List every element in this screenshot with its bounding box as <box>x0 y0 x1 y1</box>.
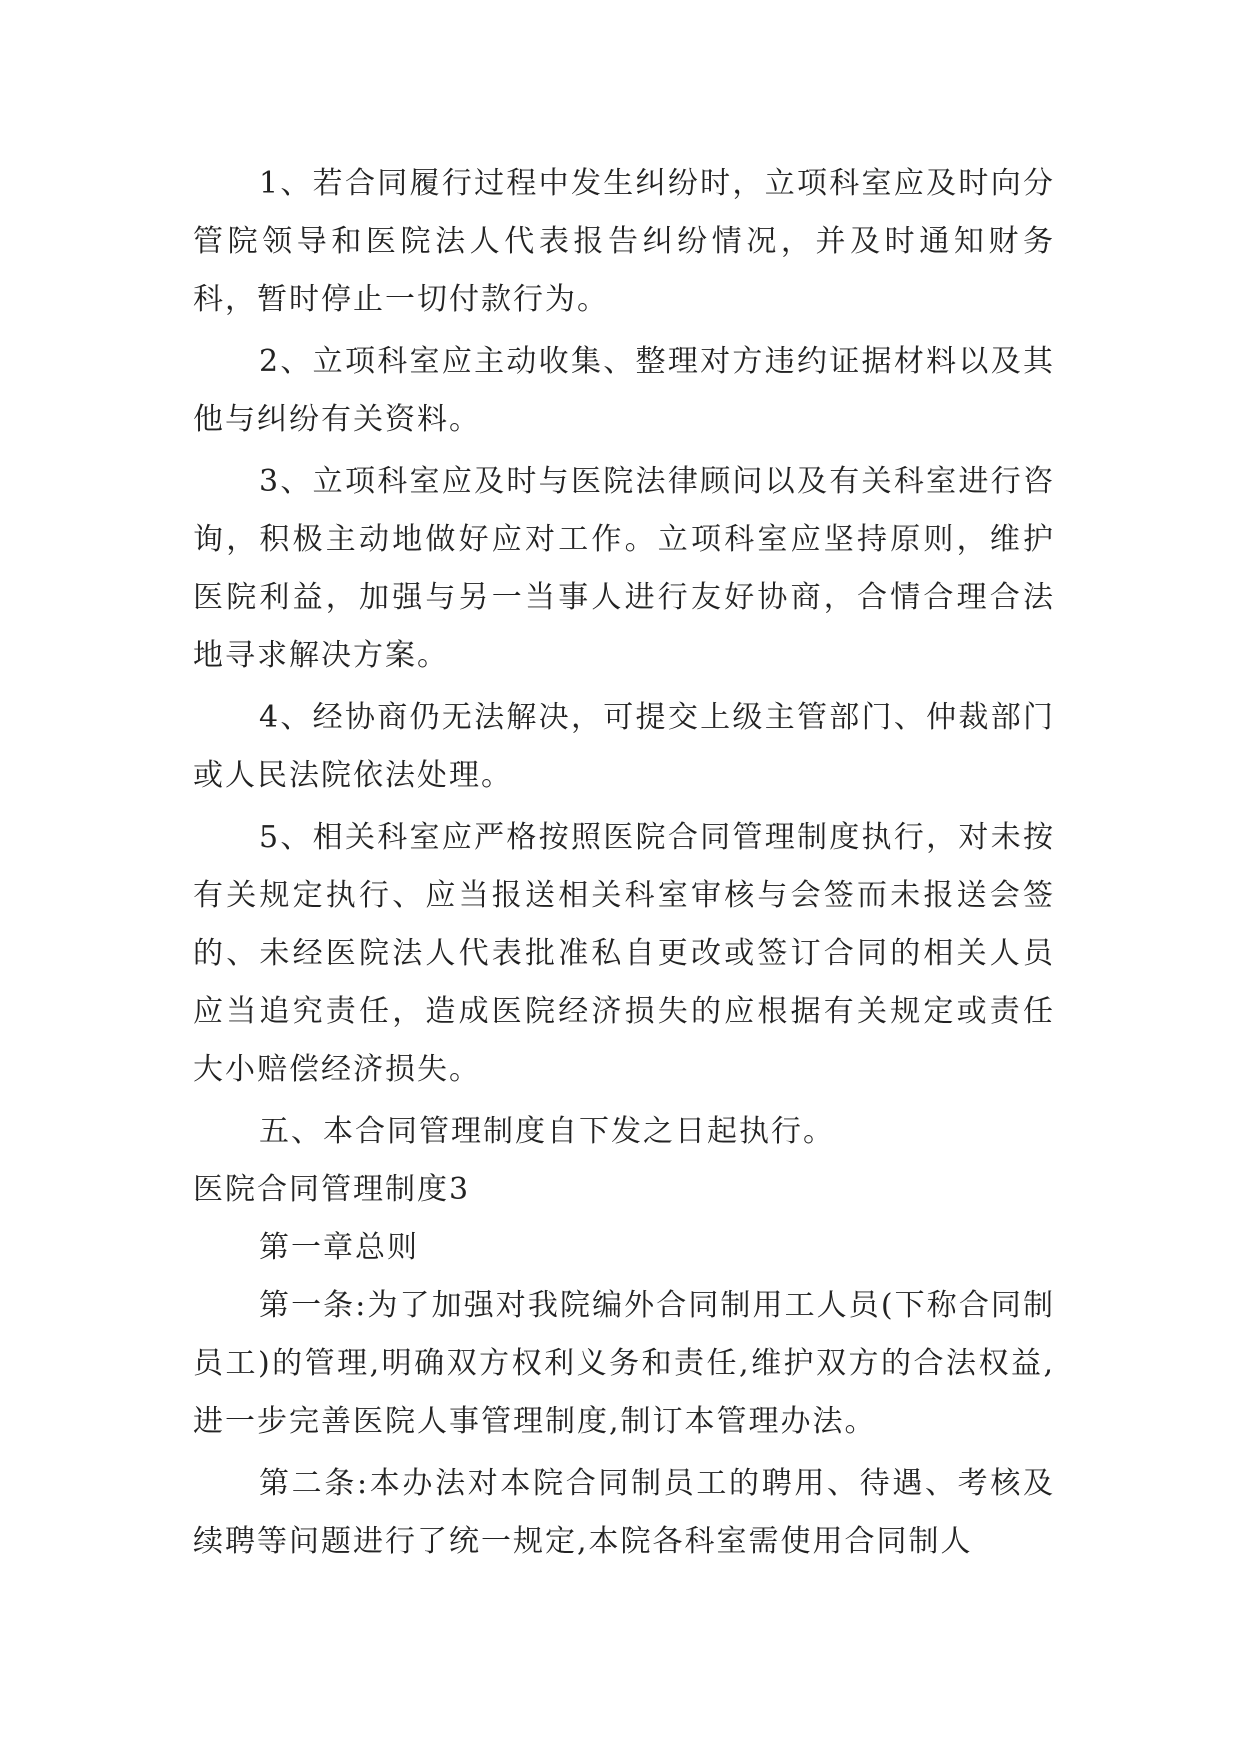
paragraph-dispute-report: 1、若合同履行过程中发生纠纷时，立项科室应及时向分管院领导和医院法人代表报告纠纷情况，并及时通知财务科，暂时停止一切付款行为。 <box>193 166 1055 317</box>
paragraph-evidence-collection: 2、立项科室应主动收集、整理对方违约证据材料以及其他与纠纷有关资料。 <box>193 344 1055 437</box>
article-two: 第二条:本办法对本院合同制员工的聘用、待遇、考核及续聘等问题进行了统一规定,本院各科室需使用合同制人 <box>193 1466 1055 1559</box>
chapter-heading: 第一章总则 <box>259 1230 419 1265</box>
section-heading: 医院合同管理制度3 <box>193 1172 471 1207</box>
article-one: 第一条:为了加强对我院编外合同制用工人员(下称合同制员工)的管理,明确双方权利义务和责任,维护双方的合法权益,进一步完善医院人事管理制度,制订本管理办法。 <box>193 1288 1055 1439</box>
document-body <box>193 155 1055 1575</box>
paragraph-legal-consultation: 3、立项科室应及时与医院法律顾问以及有关科室进行咨询，积极主动地做好应对工作。立项科室应坚持原则，维护医院利益，加强与另一当事人进行友好协商，合情合理合法地寻求解决方案。 <box>193 464 1055 673</box>
paragraph-arbitration: 4、经协商仍无法解决，可提交上级主管部门、仲裁部门或人民法院依法处理。 <box>193 700 1055 793</box>
paragraph-accountability: 5、相关科室应严格按照医院合同管理制度执行，对未按有关规定执行、应当报送相关科室审核与会签而未报送会签的、未经医院法人代表批准私自更改或签订合同的相关人员应当追究责任，造成医院经济损失的应根据有关规定或责任大小赔偿经济损失。 <box>193 820 1055 1087</box>
paragraph-effective-date: 五、本合同管理制度自下发之日起执行。 <box>259 1114 835 1149</box>
